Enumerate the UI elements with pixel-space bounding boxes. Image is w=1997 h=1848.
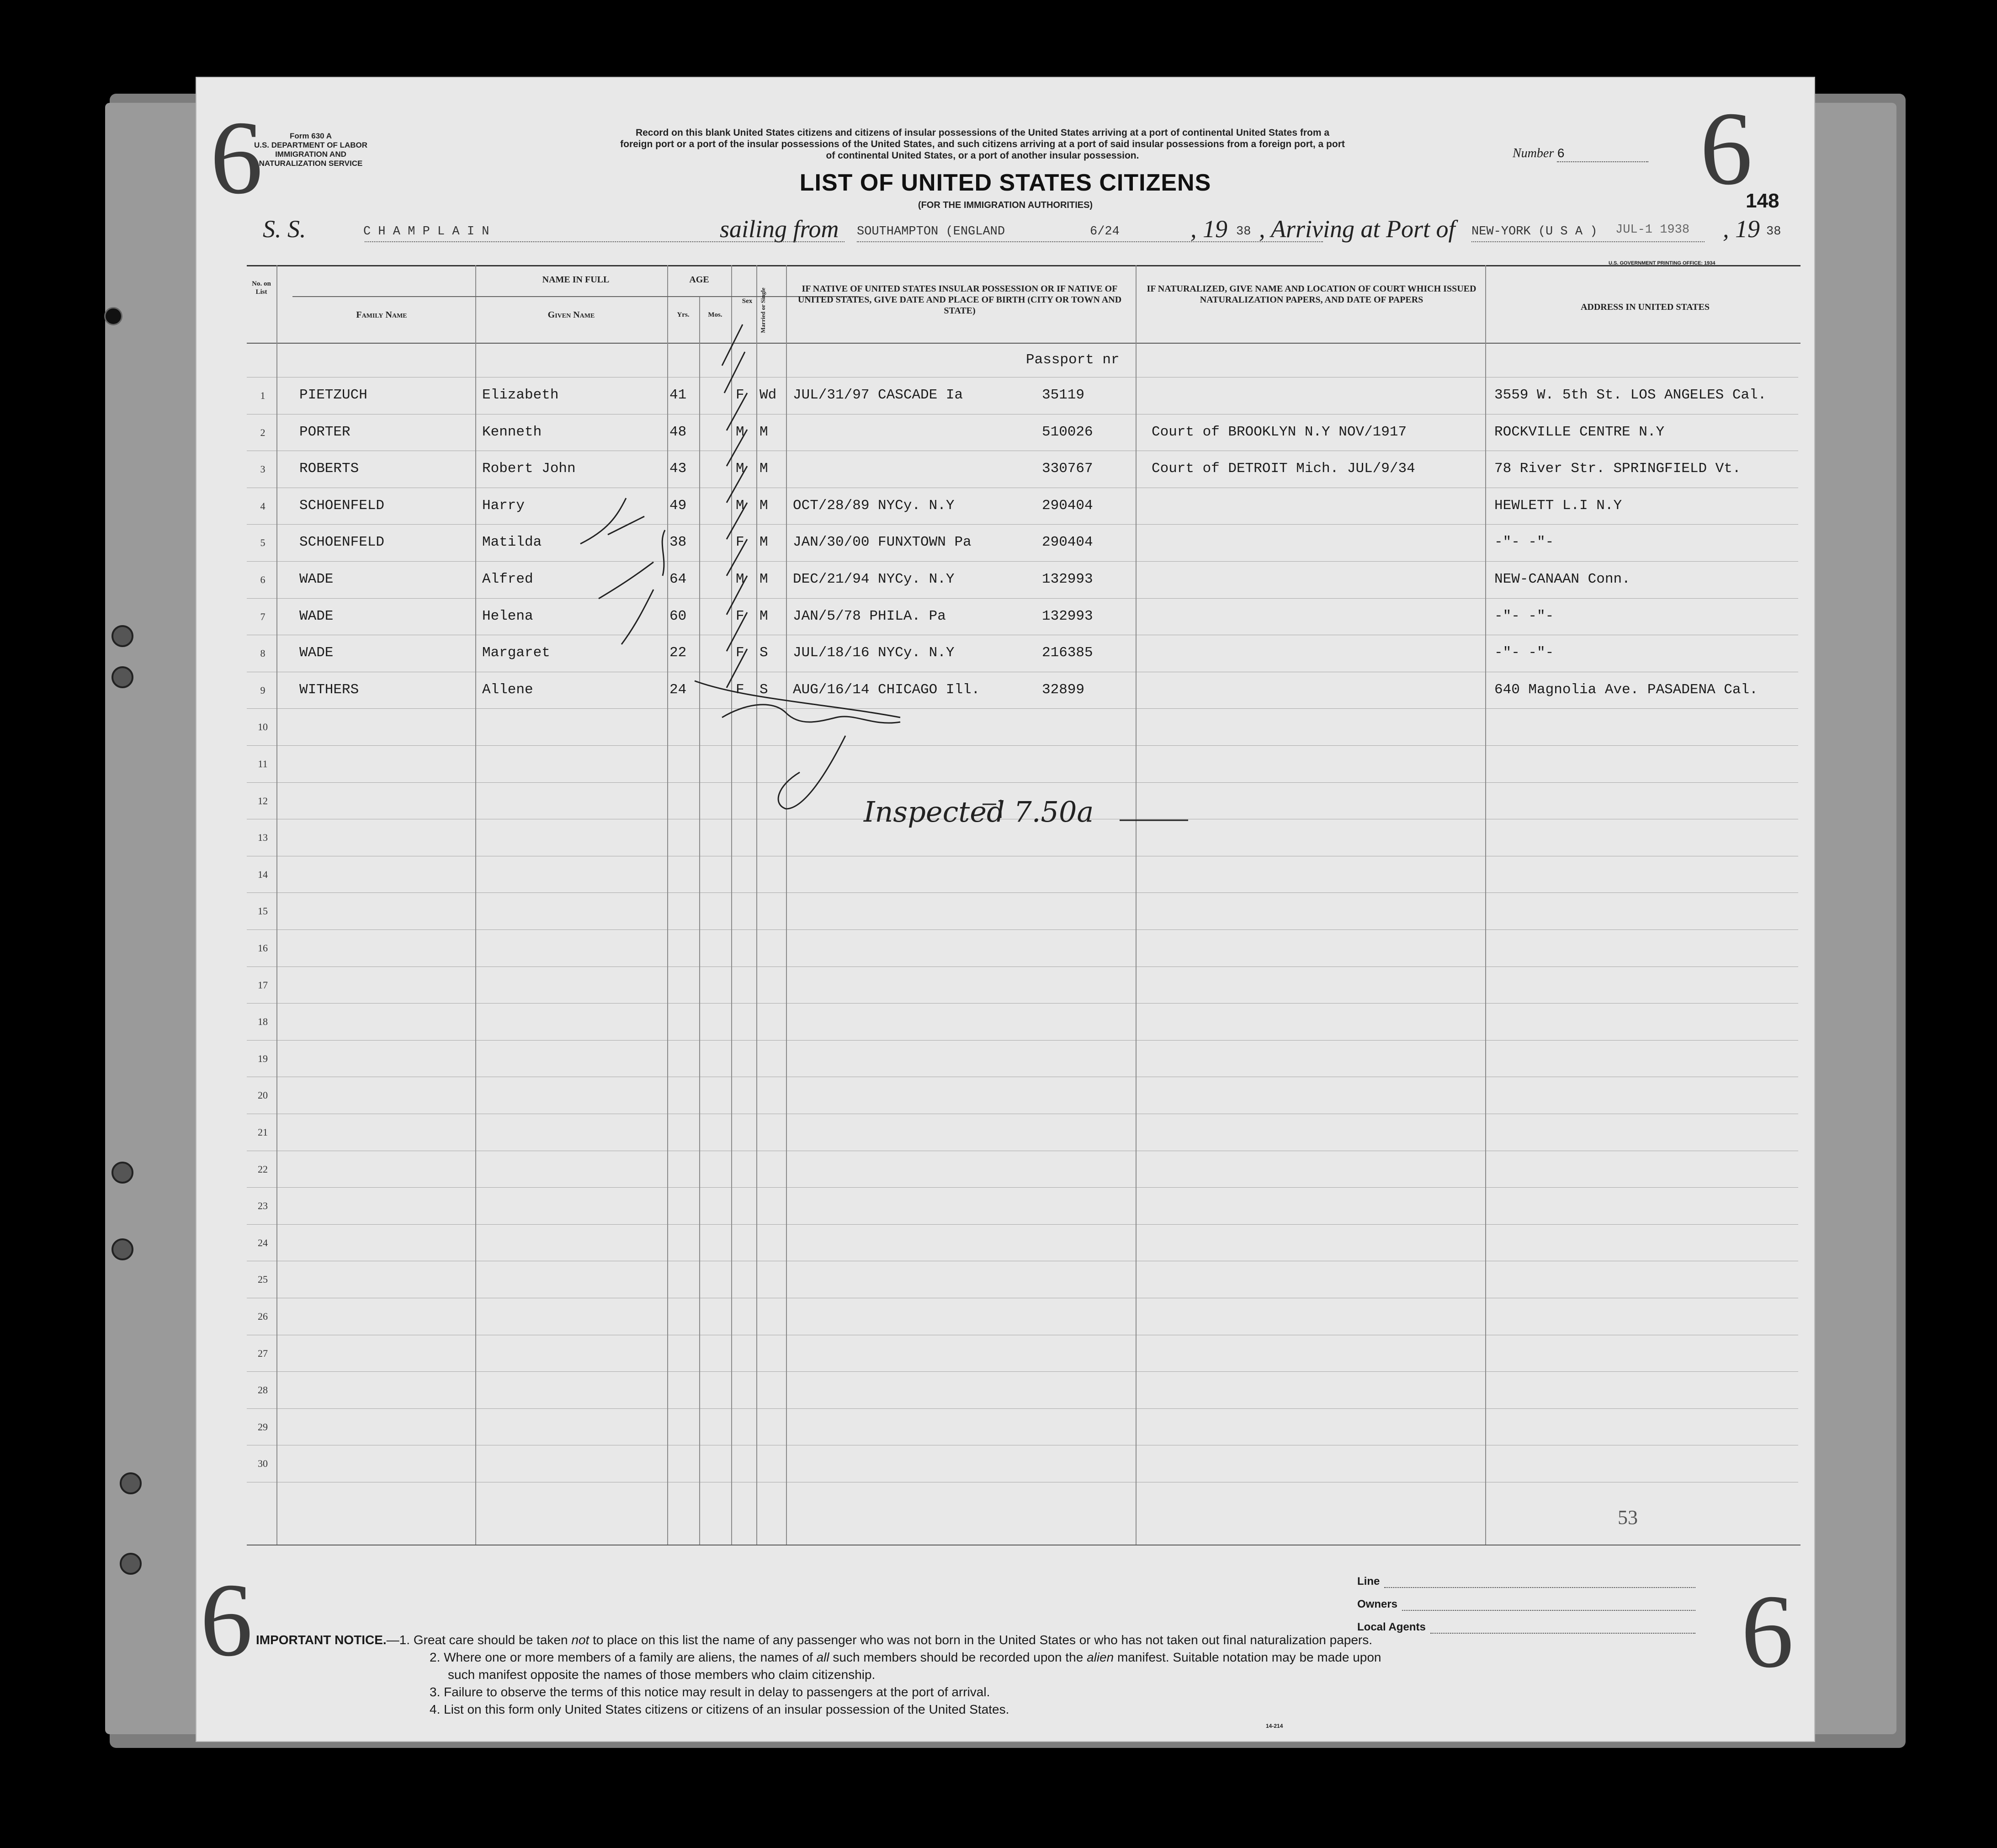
marital-status-cell: M [759,534,768,551]
grid-row-line [247,1371,1798,1372]
year-label: , 19 [1190,215,1227,243]
ss-label: S. S. [263,215,306,243]
sex-cell: M [736,424,744,440]
header-naturalized: IF NATURALIZED, GIVE NAME AND LOCATION OF COURT WHICH ISSUED NATURALIZATION PAPERS, AND DATE OF PAPERS [1147,284,1477,305]
row-number: 17 [258,979,268,991]
sex-cell: F [736,534,744,551]
header-name-in-full: NAME IN FULL [542,275,610,285]
header-sex: Sex [742,297,753,305]
owners-label: Owners [1357,1598,1398,1610]
footer-owners-field [1357,1588,1695,1611]
binder-ring [112,625,133,647]
notice-text: 2. Where one or more members of a family are aliens, the names of [430,1650,817,1664]
given-name-cell: Robert John [482,461,576,477]
family-name-cell: WADE [299,571,334,587]
footer-line-field [1357,1565,1695,1588]
age-cell: 22 [669,645,687,661]
age-cell: 49 [669,497,687,514]
family-name-cell: WITHERS [299,681,359,698]
row-number: 30 [258,1458,268,1470]
age-cell: 41 [669,387,687,403]
sex-cell: F [736,645,744,661]
grid-row-line [247,1187,1798,1188]
marital-status-cell: M [759,424,768,440]
row-number: 21 [258,1126,268,1138]
given-name-cell: Kenneth [482,424,542,440]
grid-row-line [247,929,1798,930]
row-number: 19 [258,1052,268,1064]
passport-cell: 290404 [1042,534,1093,551]
marital-status-cell: M [759,497,768,514]
notice-emphasis: alien [1087,1650,1114,1664]
row-number: 14 [258,868,268,880]
binder-ring [120,1472,142,1494]
given-name-cell: Elizabeth [482,387,559,403]
row-number: 24 [258,1237,268,1248]
passport-cell: 510026 [1042,424,1093,440]
marital-status-cell: Wd [759,387,777,403]
notice-text: to place on this list the name of any passenger who was not born in the United States or who has not taken out final naturalization papers. [589,1633,1373,1647]
pen-slash [727,503,747,539]
row-number: 5 [260,537,266,549]
address-cell: -"- -"- [1494,645,1554,661]
row-number: 8 [260,648,266,659]
sex-cell: M [736,497,744,514]
notice-emphasis: not [571,1633,590,1647]
record-line-1: Record on this blank United States citizens and citizens of insular possessions of the United States arriving at a port of continental United States from a [635,127,1330,138]
header-birth: IF NATIVE OF UNITED STATES INSULAR POSSESSION OR IF NATIVE OF UNITED STATES, GIVE DATE AND PLACE OF BIRTH (CITY OR TOWN AND STATE) [797,284,1122,316]
header-yrs: Yrs. [677,311,690,319]
address-cell: -"- -"- [1494,534,1554,551]
marital-status-cell: M [759,608,768,624]
age-cell: 43 [669,461,687,477]
header-no: No. on List [252,280,271,296]
marital-status-cell: M [759,461,768,477]
notice-item-4: 4. List on this form only United States citizens or citizens of an insular possession of the United States. [430,1702,1009,1716]
line-label: Line [1357,1575,1380,1588]
signature-loop [778,736,845,809]
age-cell: 38 [669,534,687,551]
given-name-cell: Matilda [482,534,542,551]
header-married: Married or Single [759,287,766,333]
age-cell: 60 [669,608,687,624]
pen-slash [727,466,747,503]
grid-row-line [247,1040,1798,1041]
pen-slash [727,430,747,466]
given-name-cell: Allene [482,681,533,698]
arrival-stamp: JUL-1 1938 [1615,223,1690,237]
birth-cell: JUL/18/16 NYCy. N.Y [793,645,955,661]
sex-cell: F [736,387,744,403]
grid-row-line [247,966,1798,967]
corner-number-top-right: 6 [1700,90,1753,207]
initials-mark [580,498,644,544]
row-number: 27 [258,1347,268,1359]
number-value: 6 [1557,147,1648,162]
birth-cell: JAN/5/78 PHILA. Pa [793,608,946,624]
signature-underline [695,681,900,717]
passport-cell: 216385 [1042,645,1093,661]
row-number: 28 [258,1384,268,1396]
service-line-1: IMMIGRATION AND [275,150,346,159]
family-name-cell: WADE [299,608,334,624]
pen-slash [724,352,745,393]
notice-emphasis: all [816,1650,829,1664]
address-cell: NEW-CANAAN Conn. [1494,571,1631,587]
ship-name: C H A M P L A I N [363,225,489,239]
line-blank [1384,1587,1695,1588]
row-number: 9 [260,684,266,696]
printing-office: U.S. GOVERNMENT PRINTING OFFICE: 1934 [1609,260,1716,266]
given-name-cell: Harry [482,497,525,514]
address-cell: HEWLETT L.I N.Y [1494,497,1622,514]
header-age: AGE [689,275,709,285]
row-number: 6 [260,574,266,585]
service-line-2: NATURALIZATION SERVICE [259,159,363,168]
binder-ring [112,666,133,688]
manifest-page [196,77,1815,1742]
arrival-year-label: , 19 [1723,215,1760,243]
corner-number-bottom-left: 6 [200,1561,253,1678]
pen-slash [727,393,747,430]
family-name-cell: WADE [299,645,334,661]
court-cell: Court of BROOKLYN N.Y NOV/1917 [1152,424,1407,440]
passport-cell: 290404 [1042,497,1093,514]
notice-text: manifest. Suitable notation may be made upon [1114,1650,1381,1664]
row-number: 7 [260,611,266,622]
address-cell: -"- -"- [1494,608,1554,624]
owners-blank [1402,1610,1695,1611]
address-cell: 78 River Str. SPRINGFIELD Vt. [1494,461,1741,477]
passport-cell: 35119 [1042,387,1085,403]
age-cell: 24 [669,681,687,698]
court-cell: Court of DETROIT Mich. JUL/9/34 [1152,461,1415,477]
footer-fields [1357,1565,1695,1634]
row-number: 4 [260,500,266,512]
notice-item-3: 3. Failure to observe the terms of this notice may result in delay to passengers at the port of arrival. [430,1685,990,1699]
given-name-cell: Alfred [482,571,533,587]
binder-hole [104,307,122,325]
local-agents-label: Local Agents [1357,1621,1426,1633]
inspected-note: Inspected 7.50a [864,795,1094,828]
arrival-year: 38 [1766,225,1781,239]
age-cell: 48 [669,424,687,440]
page-title: LIST OF UNITED STATES CITIZENS [799,170,1211,196]
row-number: 22 [258,1163,268,1175]
row-number: 20 [258,1089,268,1101]
grid-row-line [247,1408,1798,1409]
notice-text: —1. Great care should be taken [386,1633,572,1647]
notice-text: such members should be recorded upon the [829,1650,1087,1664]
passport-cell: 32899 [1042,681,1085,698]
pen-slash [727,539,747,576]
page-subtitle: (FOR THE IMMIGRATION AUTHORITIES) [918,200,1093,210]
notice-heading: IMPORTANT NOTICE. [256,1633,387,1647]
row-number: 12 [258,795,268,807]
birth-cell: JUL/31/97 CASCADE Ia [793,387,963,403]
passport-cell: 132993 [1042,608,1093,624]
age-cell: 64 [669,571,687,587]
arrival-port: NEW-YORK (U S A ) [1471,225,1598,239]
form-number: Form 630 A [290,132,332,140]
notice-item-2-cont: such manifest opposite the names of those members who claim citizenship. [448,1667,876,1682]
address-cell: ROCKVILLE CENTRE N.Y [1494,424,1665,440]
family-name-cell: ROBERTS [299,461,359,477]
given-name-cell: Margaret [482,645,550,661]
number-label: Number [1513,146,1554,160]
family-name-cell: SCHOENFELD [299,497,385,514]
sex-cell: F [736,681,744,698]
pen-slash [727,649,747,688]
header-address: ADDRESS IN UNITED STATES [1580,302,1710,312]
family-name-cell: PORTER [299,424,351,440]
corner-number-bottom-right: 6 [1741,1573,1794,1689]
sex-cell: M [736,461,744,477]
signature-scrawl [722,705,900,723]
header-family-name: Family Name [356,310,407,320]
row-number: 23 [258,1200,268,1212]
pen-slash [727,612,747,651]
row-number: 1 [260,390,266,401]
marital-status-cell: S [759,645,768,661]
row-number: 25 [258,1274,268,1285]
initials-mark [599,562,653,644]
notice-item-1 [256,1631,1381,1649]
row-number: 29 [258,1421,268,1433]
sail-year: 38 [1236,225,1251,239]
sailing-label: sailing from [720,215,839,243]
marital-status-cell: S [759,681,768,698]
passport-label: Passport nr [1026,352,1120,368]
record-line-3: of continental United States, or a port of another insular possession. [826,150,1139,161]
form-code: 14-214 [1266,1723,1283,1729]
family-name-cell: SCHOENFELD [299,534,385,551]
from-port: SOUTHAMPTON (ENGLAND [857,225,1005,239]
sex-cell: M [736,571,744,587]
arriving-label: , Arriving at Port of [1259,215,1455,243]
corner-number-top-left: 6 [210,99,263,216]
record-line-2: foreign port or a port of the insular possessions of the United States, and such citizens arriving at a port of said insular possessions from a foreign port, a port [620,139,1345,149]
agents-blank [1430,1633,1695,1634]
row-number: 13 [258,832,268,844]
pen-slash [722,324,743,366]
header-mos: Mos. [708,311,722,319]
row-number: 18 [258,1016,268,1028]
passport-cell: 330767 [1042,461,1093,477]
sail-date: 6/24 [1090,225,1120,239]
marital-status-cell: M [759,571,768,587]
row-number: 15 [258,905,268,917]
row-number: 10 [258,721,268,733]
binder-ring [120,1553,142,1575]
page-number: 148 [1746,190,1779,212]
address-cell: 640 Magnolia Ave. PASADENA Cal. [1494,681,1758,698]
birth-cell: AUG/16/14 CHICAGO Ill. [793,681,980,698]
important-notice [256,1631,1381,1718]
row-number: 2 [260,426,266,438]
row-number: 3 [260,463,266,475]
header-given-name: Given Name [547,310,595,320]
department: U.S. DEPARTMENT OF LABOR [254,141,368,149]
binder-ring [112,1162,133,1184]
given-name-cell: Helena [482,608,533,624]
address-cell: 3559 W. 5th St. LOS ANGELES Cal. [1494,387,1767,403]
passport-cell: 132993 [1042,571,1093,587]
stamp-number: 53 [1618,1506,1638,1529]
birth-cell: DEC/21/94 NYCy. N.Y [793,571,955,587]
grid-row-line [247,1003,1798,1004]
family-name-cell: PIETZUCH [299,387,367,403]
row-number: 11 [258,758,268,770]
footer-agents-field [1357,1611,1695,1634]
notice-item-2 [256,1649,1381,1666]
pen-slash [727,576,747,615]
birth-cell: JAN/30/00 FUNXTOWN Pa [793,534,972,551]
binder-ring [112,1238,133,1260]
bracket-mark [662,530,665,576]
row-number: 16 [258,942,268,954]
sex-cell: F [736,608,744,624]
grid-row-line [247,1224,1798,1225]
birth-cell: OCT/28/89 NYCy. N.Y [793,497,955,514]
row-number: 26 [258,1311,268,1322]
